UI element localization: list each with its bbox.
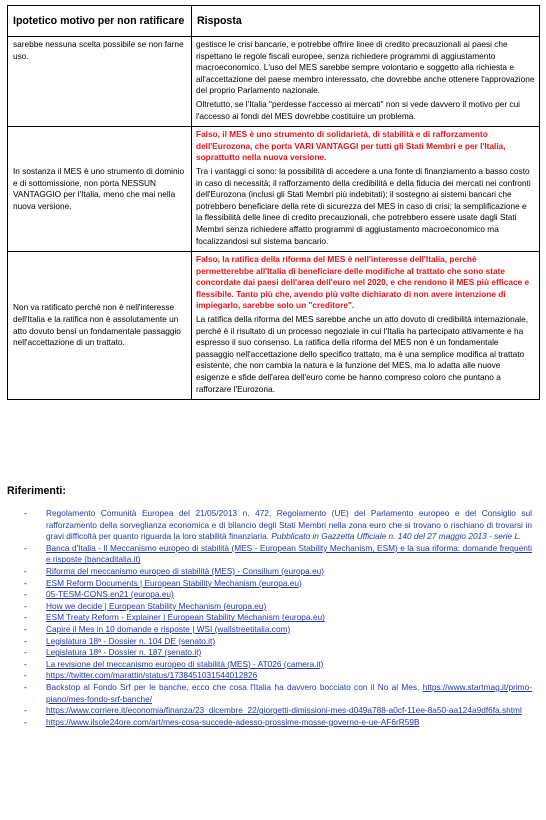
answer-paragraph: Tra i vantaggi ci sono: la possibilità di accedere a una fonte di finanziamento a basso costo in caso di necessità; il rafforzamento della credibilità e della fiducia dei mercati nei confronti dell'Eurozona (inclusi gli Stati Membri più indebitati); il sostegno ai sistemi bancari che potrebbero beneficiare della rete di sicurezza del MES in caso di crisi; la semplificazione e la flessibilità delle linee di credito precauzionali, che potrebbero essere usate dagli Stati Membri senza richiedere affatto programmi di aggiustamento macroeconomico ma focalizzandosi sul sistema bancario. bbox=[196, 165, 531, 246]
reference-item bbox=[24, 682, 532, 705]
reference-text bbox=[46, 682, 532, 705]
reference-link[interactable]: La revisione del meccanismo europeo di stabilità (MES) - AT026 (camera.it) bbox=[46, 658, 324, 669]
reference-link[interactable]: 05-TESM-CONS.en21 (europa.eu) bbox=[46, 589, 174, 600]
answer-paragraph: gestisce le crisi bancarie, e potrebbe offrire linee di credito precauzionali ai paesi che rispettano le regole fiscali europee, senza richiedere programmi di aggiustamento macroeconomico. L'uso del MES sarebbe sempre volontario e soggetto alla richiesta e all'accettazione del paese membro interessato, che dovrebbe anche ottenere l'approvazione del proprio Parlamento nazionale. bbox=[196, 39, 535, 96]
list-dash: - bbox=[24, 508, 27, 518]
list-dash: - bbox=[24, 658, 27, 669]
reference-link[interactable]: How we decide | European Stability Mechanism (europa.eu) bbox=[46, 600, 267, 611]
reference-link[interactable]: https://www.ilsole24ore.com/art/mes-cosa-succede-adesso-prossime-mosse-governo-e-ue-AF6rR59B bbox=[46, 716, 420, 727]
question-cell: sarebbe nessuna scelta possibile se non farne uso. bbox=[8, 37, 192, 127]
answer-paragraph: Oltretutto, se l'Italia "perdesse l'accesso ai mercati" non si vede davvero il motivo per cui l'accesso ai fondi del MES dovrebbe costituire un problema. bbox=[196, 98, 521, 121]
list-dash: - bbox=[24, 542, 27, 553]
table-header-row bbox=[8, 6, 540, 37]
answer-cell bbox=[192, 37, 540, 127]
question-cell: Non va ratificato perché non è nell'interesse dell'Italia e la ratifica non è assolutamente un atto dovuto bensì un fondamentale passaggio nell'accettazione di un trattato. bbox=[8, 252, 192, 400]
answer-paragraph: La ratifica della riforma del MES sarebbe anche un atto dovuto di credibilità internazionale, perché è il risultato di un processo negoziale in cui l'Italia ha partecipato attivamente e ha espresso il suo consenso. La ratifica della riforma del MES non è un fondamentale passaggio nell'accettazione dello specifico trattato, ma è una semplice modifica al trattato esistente, che non cambia la natura e la funzione del MES, ma lo adatta alle nuove esigenze e sfide dell'area dell'euro come be hanno compreso coloro che puntano a rafforzare l'Eurozona. bbox=[196, 314, 529, 394]
reference-link[interactable]: https://www.corriere.it/economia/finanza/23_dicembre_22/giorgetti-dimissioni-mes-d049a788-a0cf-11ee-8a50-aa124a9df6fa.shtml bbox=[46, 705, 522, 716]
header-risposta: Risposta bbox=[192, 6, 540, 37]
list-dash: - bbox=[24, 681, 27, 692]
table-row bbox=[8, 37, 540, 127]
list-dash: - bbox=[24, 577, 27, 588]
reference-text bbox=[46, 508, 532, 543]
references-list bbox=[24, 508, 532, 728]
reference-item[interactable] bbox=[24, 705, 532, 717]
list-dash: - bbox=[24, 705, 27, 716]
list-dash: - bbox=[24, 716, 27, 727]
reference-link[interactable]: ESM Treaty Reform - Explainer | European Stability Mechanism (europa.eu) bbox=[46, 612, 325, 623]
references-title: Riferimenti: bbox=[7, 485, 66, 497]
reference-item bbox=[24, 508, 532, 543]
answer-cell bbox=[192, 252, 540, 400]
faq-table bbox=[7, 5, 540, 400]
reference-item[interactable] bbox=[24, 566, 532, 578]
reference-link[interactable]: ESM Reform Documents | European Stability Mechanism (europa.eu) bbox=[46, 577, 302, 588]
reference-item[interactable] bbox=[24, 624, 532, 636]
table-row bbox=[8, 127, 540, 252]
reference-item[interactable] bbox=[24, 589, 532, 601]
list-dash: - bbox=[24, 647, 27, 658]
list-dash: - bbox=[24, 600, 27, 611]
list-dash: - bbox=[24, 589, 27, 600]
reference-publication: Pubblicato in Gazzetta Ufficiale n. 140 del 27 maggio 2013 - serie L. bbox=[271, 531, 522, 542]
reference-item[interactable] bbox=[24, 636, 532, 648]
reference-item[interactable] bbox=[24, 601, 532, 613]
reference-link[interactable]: https://www.startmag.it/primo-piano/mes-fondo-srf-banche/ bbox=[46, 681, 532, 704]
reference-item[interactable] bbox=[24, 543, 532, 566]
list-dash: - bbox=[24, 670, 27, 681]
reference-link[interactable]: Legislatura 18ª - Dossier n. 104 DE (senato.it) bbox=[46, 635, 216, 646]
reference-link[interactable]: Riforma del meccanismo europeo di stabilità (MES) - Consilium (europa.eu) bbox=[46, 565, 325, 576]
reference-item[interactable] bbox=[24, 612, 532, 624]
list-dash: - bbox=[24, 623, 27, 634]
reference-regulation: Regolamento Comunità Europea del 21/05/2013 n. 472, Regolamento (UE) del Parlamento europeo e del Consiglio sul rafforzamento della sorveglianza economica e di bilancio degli Stati Membri nella zona euro che si trovano o rischiano di trovarsi in gravi difficoltà per quanto riguarda la loro stabilità finanziaria. bbox=[46, 508, 532, 542]
reference-link[interactable]: Legislatura 18ª - Dossier n. 187 (senato.it) bbox=[46, 647, 202, 658]
reference-item[interactable] bbox=[24, 578, 532, 590]
answer-cell bbox=[192, 127, 540, 252]
reference-item[interactable] bbox=[24, 647, 532, 659]
reference-link[interactable]: Capire il Mes in 10 domande e risposte | WSI (wallstreetitalia.com) bbox=[46, 623, 291, 634]
reference-item[interactable] bbox=[24, 717, 532, 729]
list-dash: - bbox=[24, 635, 27, 646]
answer-highlight: Falso, il MES è uno strumento di solidarietà, di stabilità e di rafforzamento dell'Eurozona, che porta VARI VANTAGGI per tutti gli Stati Membri e per l'Italia, soprattutto nella nuova versione. bbox=[196, 129, 506, 163]
header-motivo: Ipotetico motivo per non ratificare bbox=[8, 6, 192, 37]
answer-highlight: Falso, la ratifica della riforma del MES è nell'interesse dell'Italia, perché permetterebbe all'Italia di beneficiare delle modifiche al trattato che sono state concordate dai paesi dell'area dell'euro nel 2020, e che rendono il MES più efficace e flessibile. Tanto più che, avendo più volte dichiarato di non avere intenzione di impiegarlo, sarebbe solo un "creditore". bbox=[196, 254, 530, 311]
list-dash: - bbox=[24, 565, 27, 576]
reference-item[interactable] bbox=[24, 670, 532, 682]
reference-description: Backstop al Fondo Srf per le banche, ecco che cosa l'Italia ha davvero bocciato con il No al Mes, bbox=[46, 681, 420, 692]
reference-link[interactable]: https://twitter.com/marattin/status/1738451031544012826 bbox=[46, 670, 258, 681]
list-dash: - bbox=[24, 612, 27, 623]
reference-item[interactable] bbox=[24, 659, 532, 671]
reference-link[interactable]: Banca d'Italia - Il Meccanismo europeo di stabilità (MES - European Stability Mechanism, ESM) e la sua riforma: domande frequenti e risposte (bancaditalia.it) bbox=[46, 542, 532, 565]
question-cell: In sostanza il MES è uno strumento di dominio e di sottomissione, non porta NESSUN VANTAGGIO per l'Italia, meno che mai nella nuova versione. bbox=[8, 127, 192, 252]
table-row bbox=[8, 252, 540, 400]
